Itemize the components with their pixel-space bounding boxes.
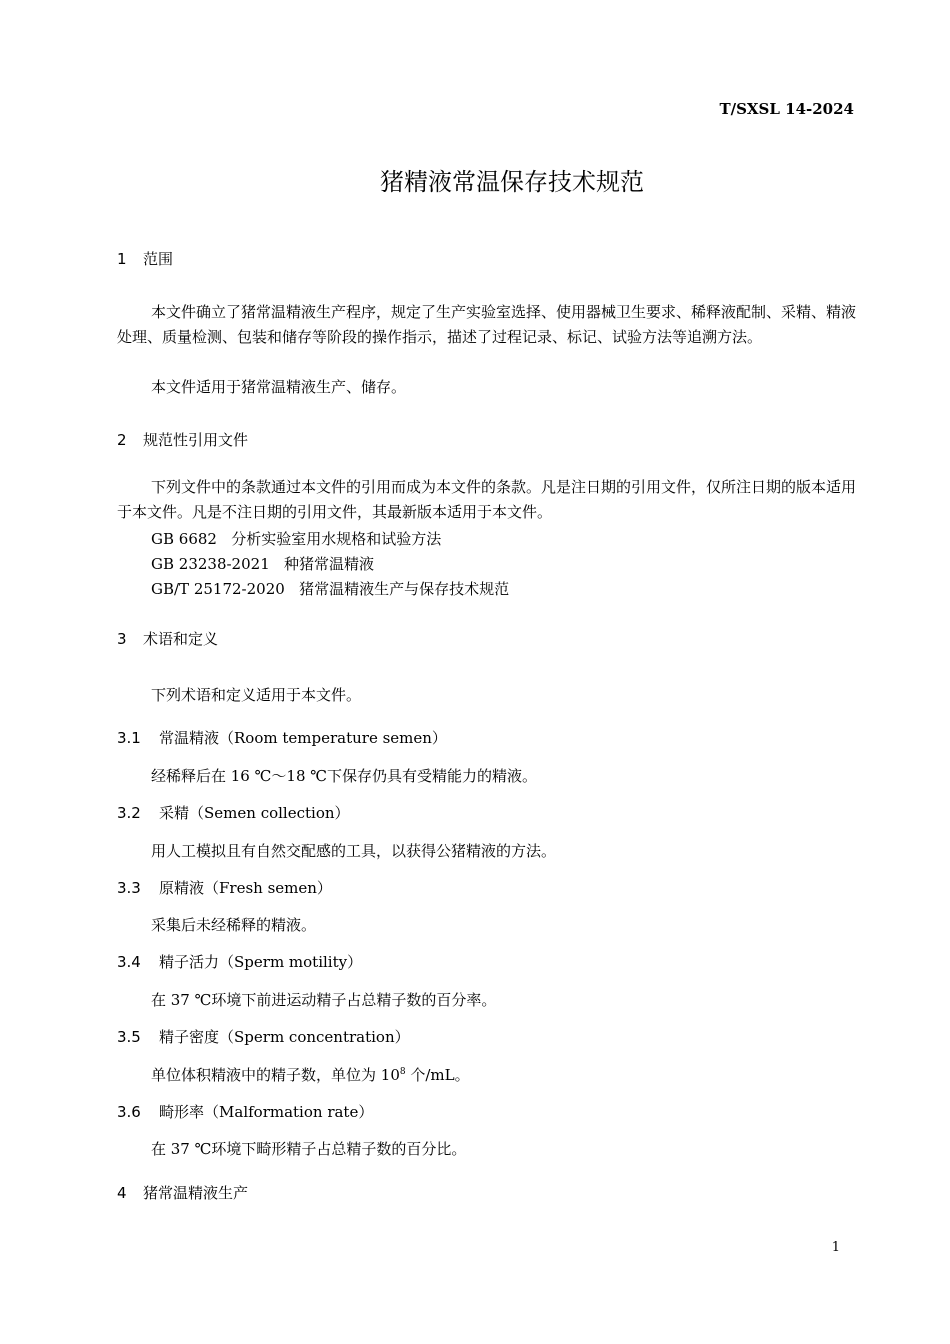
reference-item: [151, 553, 374, 574]
section-heading-4: [117, 1182, 248, 1203]
term-definition: 经稀释后在 16 ℃～18 ℃下保存仍具有受精能力的精液。: [151, 767, 538, 785]
page-number: 1: [831, 1240, 840, 1255]
reference-item: [151, 578, 509, 599]
section-heading-2: [117, 429, 248, 450]
term-definition: 采集后未经稀释的精液。: [151, 916, 317, 934]
term-number: 3.2: [117, 804, 141, 822]
paragraph: 本文件确立了猪常温精液生产程序，规定了生产实验室选择、使用器械卫生要求、稀释液配制、采精、精液处理、质量检测、包装和储存等阶段的操作指示，描述了过程记录、标记、试验方法等追溯方法。: [117, 303, 857, 346]
term-name: 常温精液: [159, 729, 220, 747]
section-number: 1: [117, 250, 127, 268]
term-definition: [151, 1064, 470, 1085]
section-heading-3: [117, 628, 218, 649]
term-name: 精子密度: [159, 1028, 220, 1046]
terms-intro: 下列术语和定义适用于本文件。: [151, 686, 362, 704]
definition-text: 单位体积精液中的精子数，单位为 10: [151, 1066, 400, 1084]
term-english: （Fresh semen）: [204, 879, 332, 897]
section-title: 猪常温精液生产: [143, 1184, 249, 1202]
section-number: 3: [117, 630, 127, 648]
term-name: 精子活力: [159, 953, 220, 971]
section-number: 2: [117, 431, 127, 449]
term-heading: [117, 1101, 373, 1122]
term-english: （Sperm motility）: [219, 953, 363, 971]
term-number: 3.4: [117, 953, 141, 971]
reference-name: 种猪常温精液: [284, 555, 375, 573]
term-heading: [117, 1026, 410, 1047]
term-number: 3.5: [117, 1028, 141, 1046]
term-number: 3.1: [117, 729, 141, 747]
reference-code: GB 6682: [151, 530, 217, 548]
term-definition: 在 37 ℃环境下前进运动精子占总精子数的百分率。: [151, 991, 497, 1009]
term-heading: [117, 802, 350, 823]
reference-name: 猪常温精液生产与保存技术规范: [299, 580, 510, 598]
term-definition: 用人工模拟且有自然交配感的工具，以获得公猪精液的方法。: [151, 842, 557, 860]
document-number: T/SXSL 14-2024: [719, 100, 854, 118]
term-number: 3.6: [117, 1103, 141, 1121]
reference-code: GB 23238-2021: [151, 555, 270, 573]
section-heading-1: [117, 248, 173, 269]
term-name: 采精: [159, 804, 190, 822]
term-heading: [117, 877, 332, 898]
term-heading: [117, 727, 447, 748]
term-english: （Room temperature semen）: [219, 729, 447, 747]
term-english: （Malformation rate）: [204, 1103, 374, 1121]
term-heading: [117, 951, 362, 972]
paragraph: 下列文件中的条款通过本文件的引用而成为本文件的条款。凡是注日期的引用文件，仅所注日期的版本适用于本文件。凡是不注日期的引用文件，其最新版本适用于本文件。: [117, 478, 857, 521]
definition-text: 个/mL。: [405, 1066, 470, 1084]
reference-code: GB/T 25172-2020: [151, 580, 285, 598]
reference-name: 分析实验室用水规格和试验方法: [231, 530, 442, 548]
document-title: 猪精液常温保存技术规范: [380, 168, 644, 196]
section-number: 4: [117, 1184, 127, 1202]
section-title: 范围: [143, 250, 174, 268]
term-english: （Sperm concentration）: [219, 1028, 410, 1046]
term-number: 3.3: [117, 879, 141, 897]
term-definition: 在 37 ℃环境下畸形精子占总精子数的百分比。: [151, 1140, 467, 1158]
term-english: （Semen collection）: [189, 804, 350, 822]
section-title: 术语和定义: [143, 630, 219, 648]
exponent: 8: [399, 1067, 406, 1077]
paragraph: 本文件适用于猪常温精液生产、储存。: [151, 378, 407, 396]
reference-item: [151, 528, 441, 549]
term-name: 畸形率: [159, 1103, 205, 1121]
section-title: 规范性引用文件: [143, 431, 249, 449]
term-name: 原精液: [159, 879, 205, 897]
